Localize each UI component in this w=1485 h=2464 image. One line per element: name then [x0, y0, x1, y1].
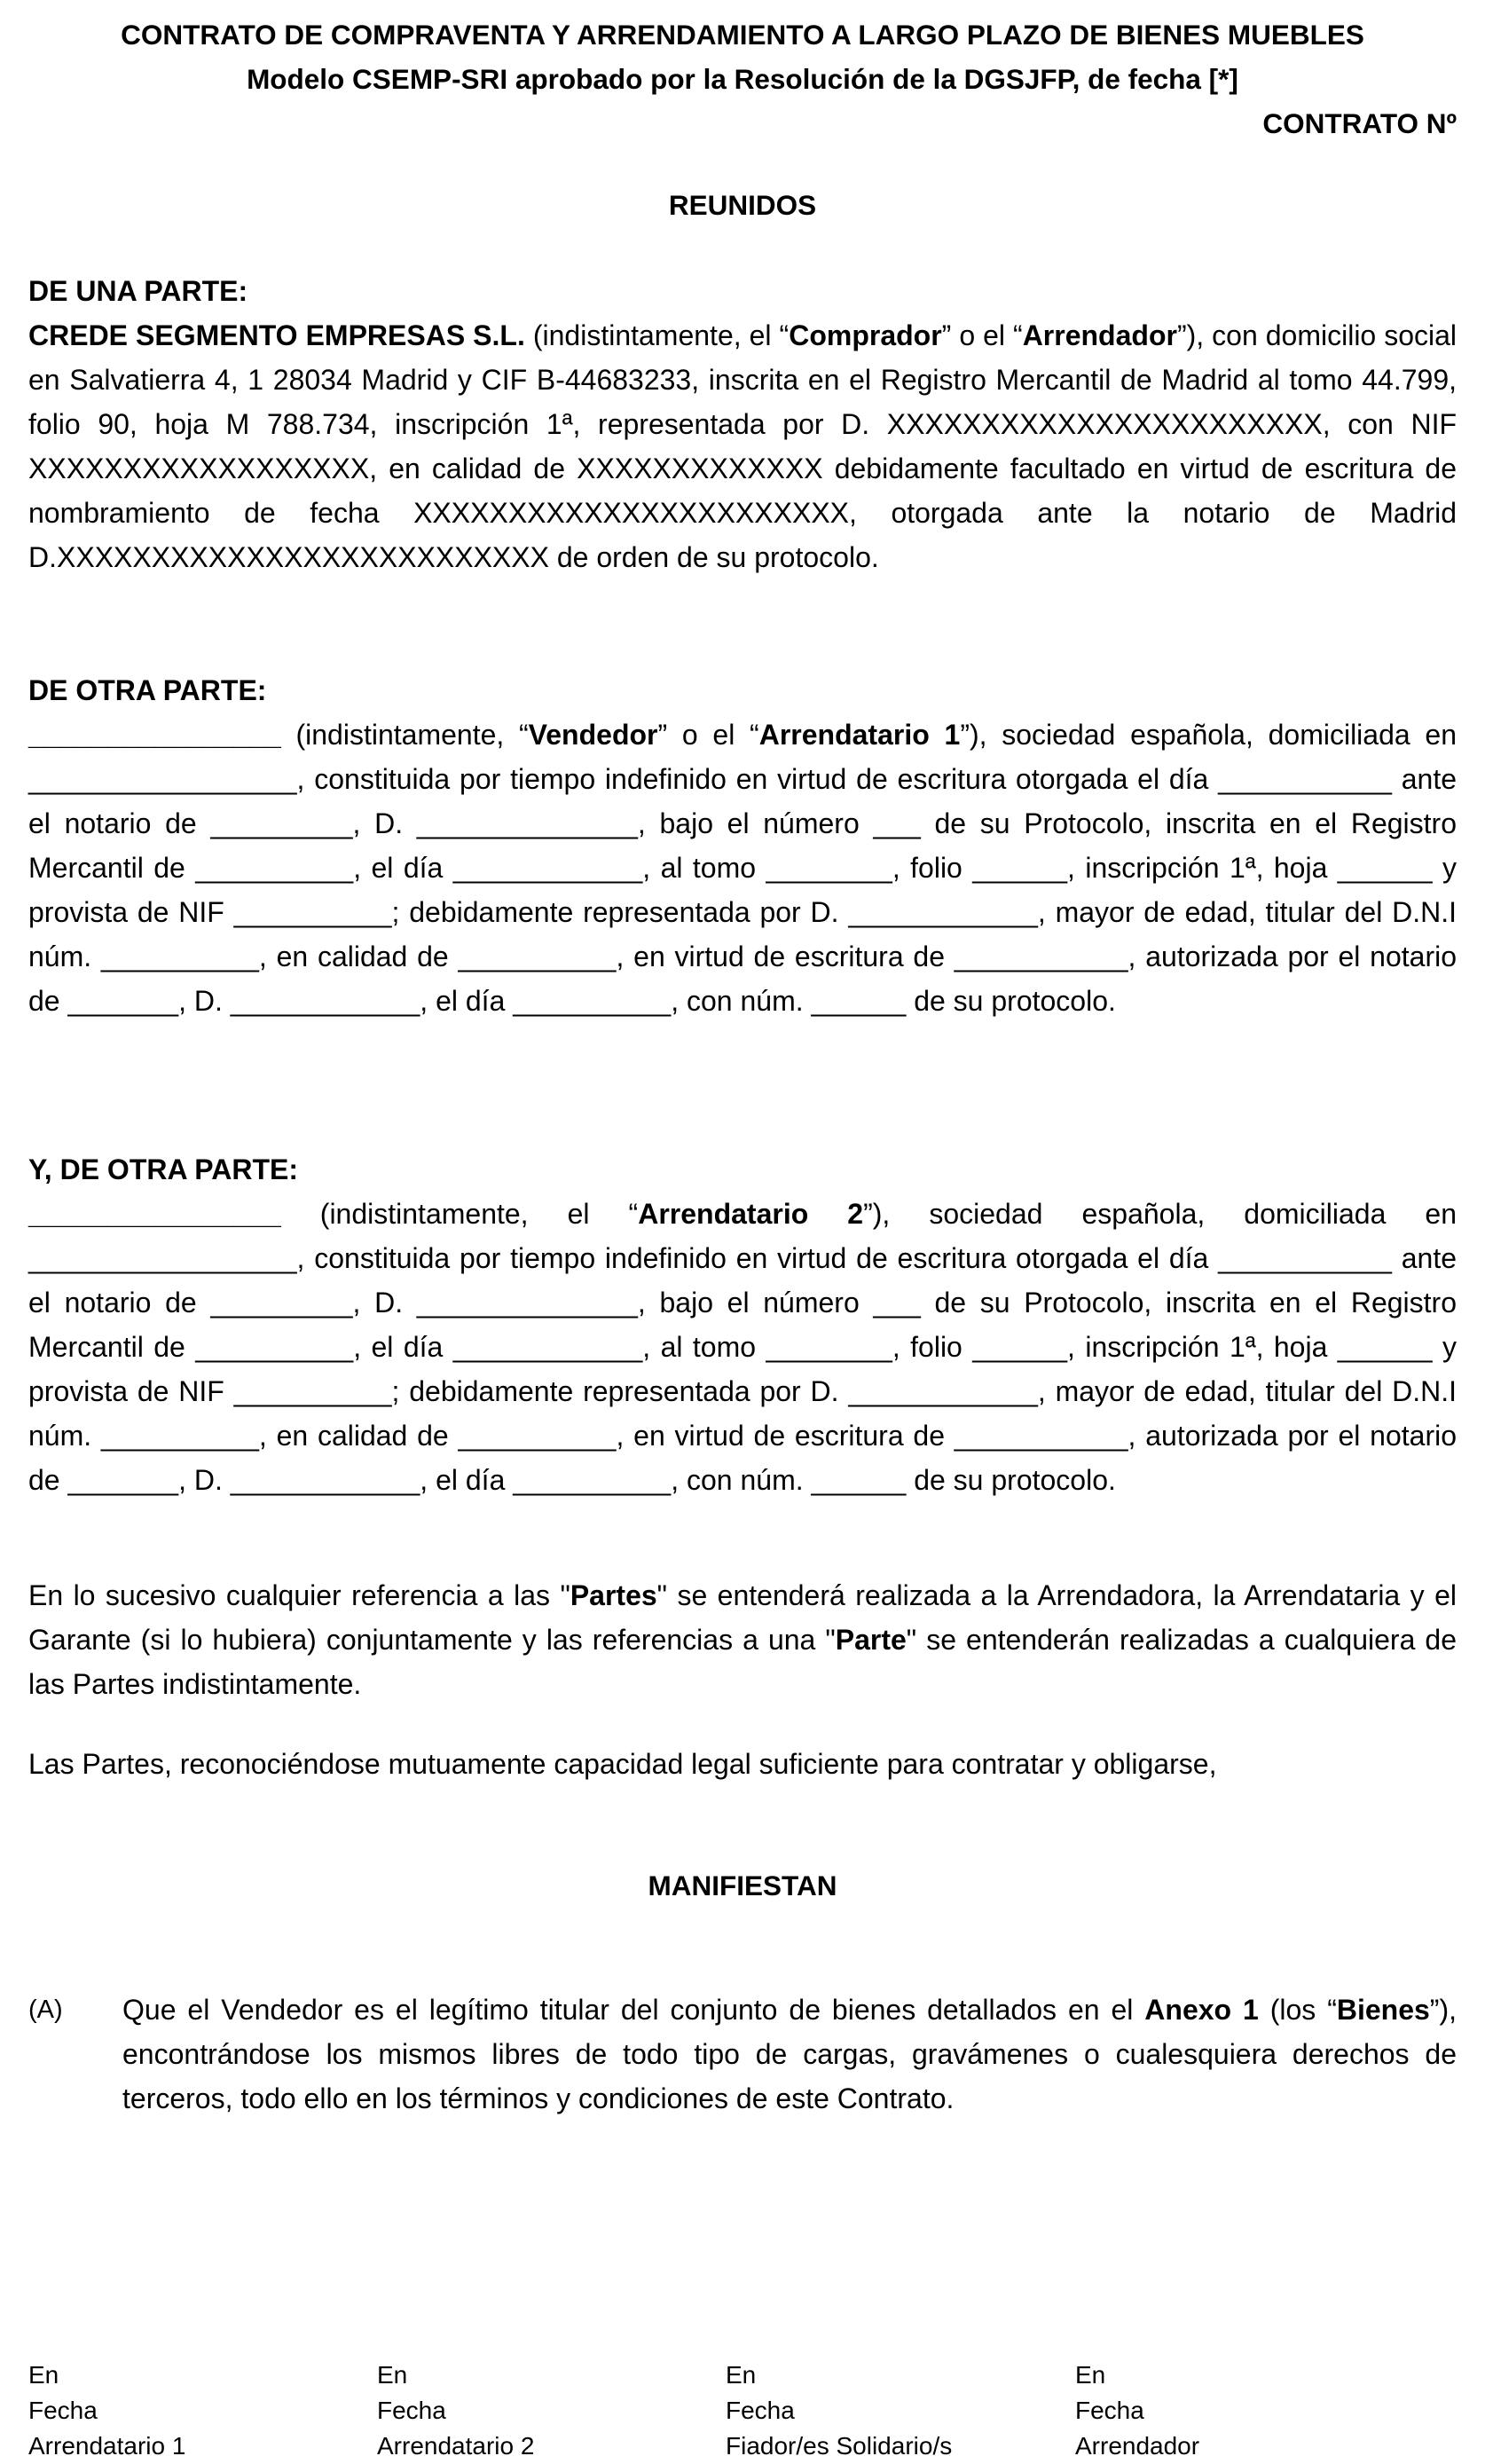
signature-block-arrendador — [1075, 2358, 1199, 2464]
signature-block-fiador — [726, 2358, 952, 2464]
signature-place: En — [726, 2361, 757, 2389]
party3-paragraph: ________________ (indistintamente, el “Arrendatario 2”), sociedad española, domiciliada en _________________, constituida por tiempo indefinido en virtud de escritura otorgada el día ___________ ante el notario de _________, D. ______________, bajo el número ___ de su Protocolo, inscrita en el Registro Mercantil de __________, el día ____________, al tomo ________, folio ______, inscripción 1ª, hoja ______ y provista de NIF __________; debidamente representada por D. ____________, mayor de edad, titular del D.N.I núm. __________, en calidad de __________, en virtud de escritura de ___________, autorizada por el notario de _______, D. ____________, el día __________, con núm. ______ de su protocolo. — [28, 1198, 1458, 1496]
signature-block-arrendatario-1 — [28, 2358, 185, 2464]
signature-role: Arrendador — [1075, 2432, 1200, 2460]
signature-block-arrendatario-2 — [377, 2358, 534, 2464]
party2-paragraph: ________________ (indistintamente, “Vendedor” o el “Arrendatario 1”), sociedad española, domiciliada en _________________, constituida por tiempo indefinido en virtud de escritura otorgada el día ___________ ante el notario de _________, D. ______________, bajo el número ___ de su Protocolo, inscrita en el Registro Mercantil de __________, el día ____________, al tomo ________, folio ______, inscripción 1ª, hoja ______ y provista de NIF __________; debidamente representada por D. ____________, mayor de edad, titular del D.N.I núm. __________, en calidad de __________, en virtud de escritura de ___________, autorizada por el notario de _______, D. ____________, el día __________, con núm. ______ de su protocolo. — [28, 719, 1458, 1017]
contract-number: CONTRATO Nº — [1262, 107, 1457, 139]
section-title-reunidos: REUNIDOS — [668, 189, 817, 221]
signature-place: En — [28, 2361, 59, 2389]
signature-place: En — [377, 2361, 408, 2389]
document-subtitle: Modelo CSEMP-SRI aprobado por la Resolución de la DGSJFP, de fecha [*] — [247, 63, 1238, 95]
section-title-manifiestan: MANIFIESTAN — [648, 1870, 837, 1901]
signature-place: En — [1075, 2361, 1106, 2389]
signature-role: Arrendatario 2 — [377, 2432, 535, 2460]
list-marker: (A) — [28, 1996, 63, 2024]
capacidad-paragraph: Las Partes, reconociéndose mutuamente capacidad legal suficiente para contratar y obligarse, — [28, 1748, 1217, 1780]
party1-paragraph: CREDE SEGMENTO EMPRESAS S.L. (indistintamente, el “Comprador” o el “Arrendador”), con domicilio social en Salvatierra 4, 1 28034 Madrid y CIF B-44683233, inscrita en el Registro Mercantil de Madrid al tomo 44.799, folio 90, hoja M 788.734, inscripción 1ª, representada por D. XXXXXXXXXXXXXXXXXXXXXXX, con NIF XXXXXXXXXXXXXXXXXX, en calidad de XXXXXXXXXXXXX debidamente facultado en virtud de escritura de nombramiento de fecha XXXXXXXXXXXXXXXXXXXXXXX, otorgada ante la notario de Madrid D.XXXXXXXXXXXXXXXXXXXXXXXXXX de orden de su protocolo. — [28, 319, 1458, 573]
document-title: CONTRATO DE COMPRAVENTA Y ARRENDAMIENTO A LARGO PLAZO DE BIENES MUEBLES — [121, 19, 1364, 51]
party1-label: DE UNA PARTE: — [28, 275, 248, 307]
list-item-text: Que el Vendedor es el legítimo titular del conjunto de bienes detallados en el Anexo 1 (los “Bienes”), encontrándose los mismos libres de todo tipo de cargas, gravámenes o cualesquiera derechos de terceros, todo ello en los términos y condiciones de este Contrato. — [122, 1994, 1457, 2114]
manifiestan-item-a — [28, 1988, 1457, 2121]
signature-date: Fecha — [1075, 2397, 1144, 2424]
signature-role: Fiador/es Solidario/s — [726, 2432, 953, 2460]
party2-label: DE OTRA PARTE: — [28, 674, 267, 706]
party3-name-blank: ________________ — [28, 1198, 281, 1230]
party1-company: CREDE SEGMENTO EMPRESAS S.L. — [28, 319, 525, 351]
partes-paragraph: En lo sucesivo cualquier referencia a las "Partes" se entenderá realizada a la Arrendadora, la Arrendataria y el Garante (si lo hubiera) conjuntamente y las referencias a una "Parte" se entenderán realizadas a cualquiera de las Partes indistintamente. — [28, 1579, 1458, 1700]
party3-label: Y, DE OTRA PARTE: — [28, 1153, 299, 1185]
signature-role: Arrendatario 1 — [28, 2432, 186, 2460]
party2-name-blank: ________________ — [28, 719, 281, 751]
signature-date: Fecha — [377, 2397, 446, 2424]
signature-date: Fecha — [726, 2397, 795, 2424]
signature-date: Fecha — [28, 2397, 98, 2424]
